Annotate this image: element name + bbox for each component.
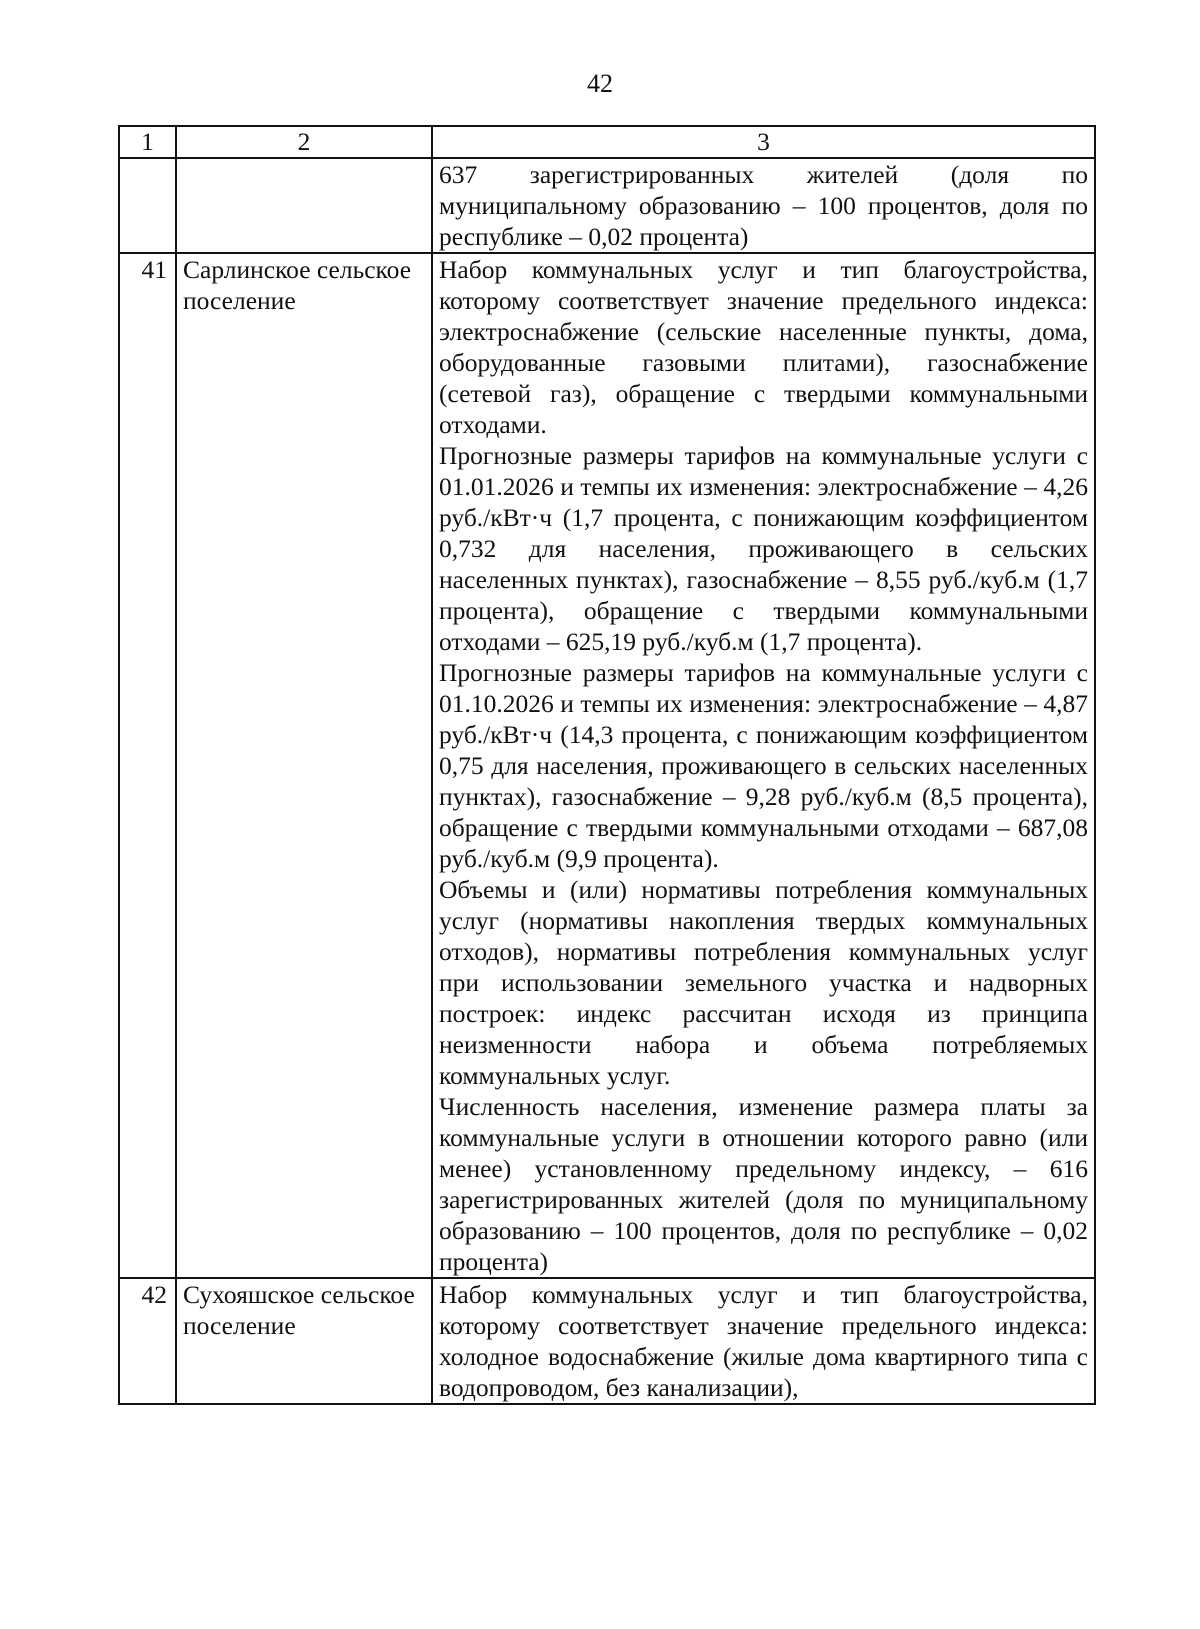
description-paragraph: 637 зарегистрированных жителей (доля по муниципальному образованию – 100 процентов, доля по республике – 0,02 процента) — [439, 160, 1088, 251]
row-number: 42 — [119, 1278, 176, 1404]
description-paragraph: Набор коммунальных услуг и тип благоустройства, которому соответствует значение предельного индекса: электроснабжение (сельские населенные пункты, дома, оборудованные газовыми плитами), газоснабжение (сетевой газ), обращение с твердыми коммунальными отходами. — [439, 255, 1088, 439]
row-description — [432, 253, 1095, 1278]
table-row — [119, 1278, 1095, 1404]
settlement-name — [176, 158, 432, 253]
description-paragraph: Набор коммунальных услуг и тип благоустройства, которому соответствует значение предельного индекса: холодное водоснабжение (жилые дома квартирного типа с водопроводом, без канализации), — [439, 1280, 1088, 1402]
settlement-name: Сарлинское сельское поселение — [176, 253, 432, 1278]
table-header-row — [119, 126, 1095, 158]
row-description — [432, 1278, 1095, 1404]
page-number: 42 — [587, 69, 613, 98]
settlement-name: Сухояшское сельское поселение — [176, 1278, 432, 1404]
settlements-table — [118, 125, 1096, 1405]
row-number — [119, 158, 176, 253]
table-row — [119, 253, 1095, 1278]
column-number-header: 3 — [432, 126, 1095, 158]
row-description — [432, 158, 1095, 253]
table-row — [119, 158, 1095, 253]
description-paragraph: Прогнозные размеры тарифов на коммунальные услуги с 01.10.2026 и темпы их изменения: электроснабжение – 4,87 руб./кВт·ч (14,3 процента, с понижающим коэффициентом 0,75 для населения, проживающего в сельских населенных пунктах), газоснабжение – 9,28 руб./куб.м (8,5 процента), обращение с твердыми коммунальными отходами – 687,08 руб./куб.м (9,9 процента). — [439, 658, 1088, 873]
column-number-header: 2 — [176, 126, 432, 158]
column-number-header: 1 — [119, 126, 176, 158]
row-number: 41 — [119, 253, 176, 1278]
description-paragraph: Прогнозные размеры тарифов на коммунальные услуги с 01.01.2026 и темпы их изменения: электроснабжение – 4,26 руб./кВт·ч (1,7 процента, с понижающим коэффициентом 0,732 для населения, проживающего в сельских населенных пунктах), газоснабжение – 8,55 руб./куб.м (1,7 процента), обращение с твердыми коммунальными отходами – 625,19 руб./куб.м (1,7 процента). — [439, 441, 1088, 656]
description-paragraph: Объемы и (или) нормативы потребления коммунальных услуг (нормативы накопления твердых коммунальных отходов), нормативы потребления коммунальных услуг при использовании земельного участка и надворных построек: индекс рассчитан исходя из принципа неизменности набора и объема потребляемых коммунальных услуг. — [439, 875, 1088, 1090]
description-paragraph: Численность населения, изменение размера платы за коммунальные услуги в отношении которого равно (или менее) установленному предельному индексу, – 616 зарегистрированных жителей (доля по муниципальному образованию – 100 процентов, доля по республике – 0,02 процента) — [439, 1092, 1088, 1276]
